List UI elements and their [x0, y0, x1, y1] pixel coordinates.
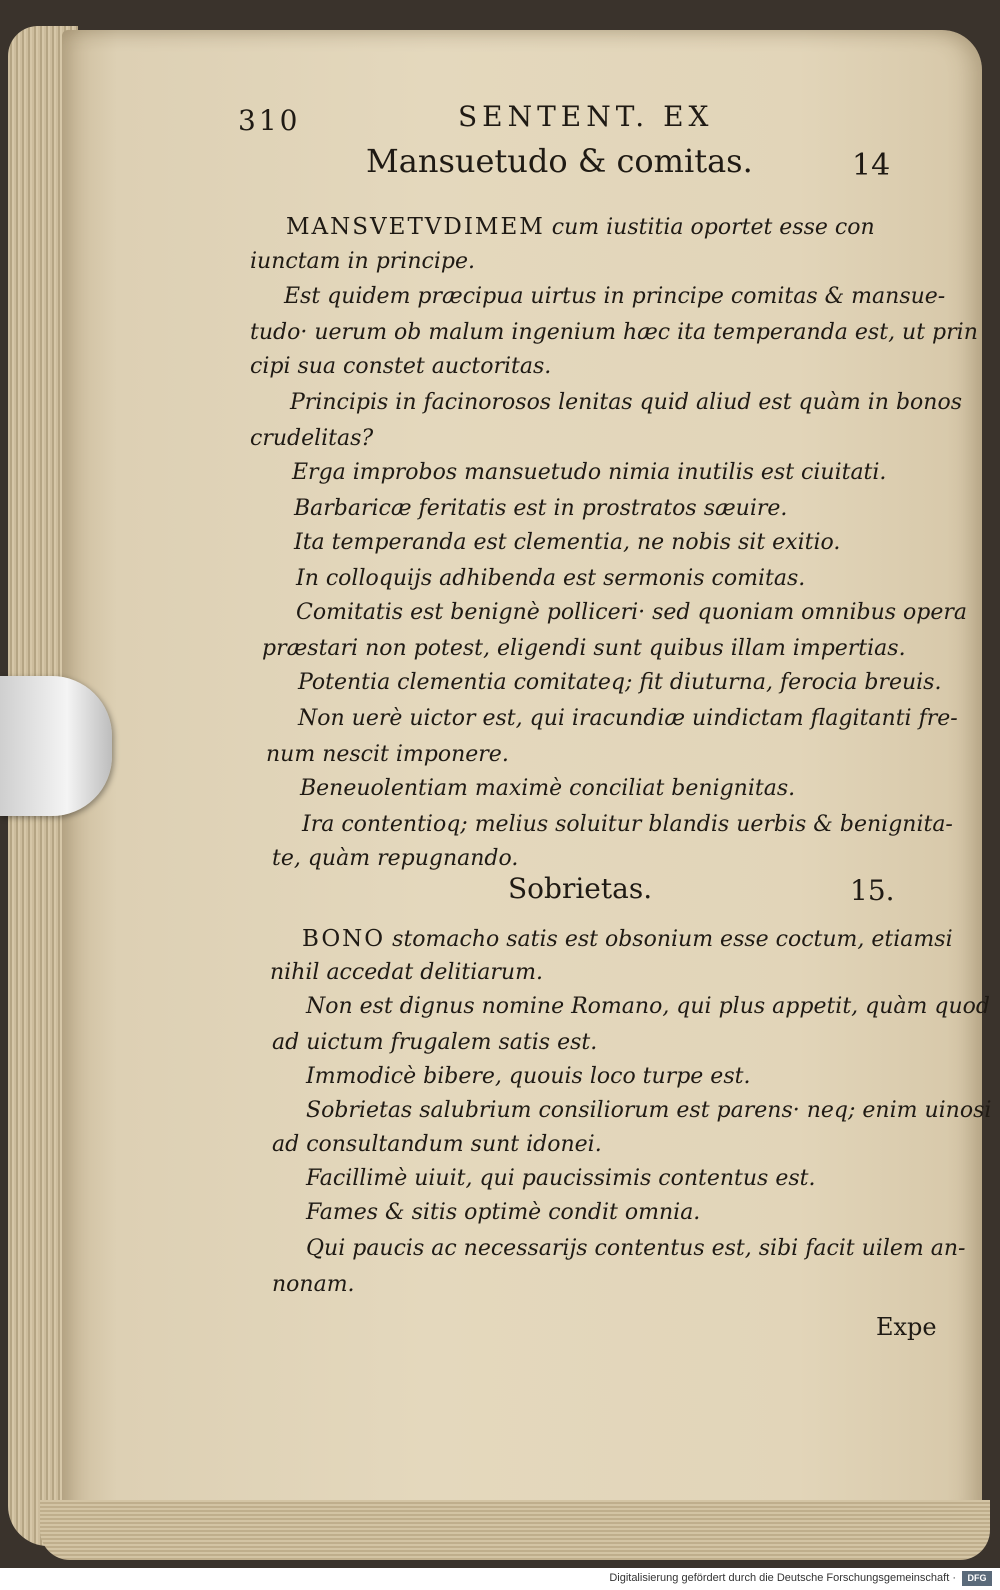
text-line: In colloquijs adhibenda est sermonis comitas.: [296, 566, 806, 591]
text-line: præstari non potest, eligendi sunt quibus illam impertias.: [262, 636, 906, 661]
section-title-sobrietas: Sobrietas.: [508, 872, 653, 905]
text-line: Principis in facinorosos lenitas quid aliud est quàm in bonos: [290, 390, 962, 415]
text-line: Ita temperanda est clementia, ne nobis sit exitio.: [294, 530, 841, 555]
section-number-15: 15.: [850, 874, 895, 907]
text-line: te, quàm repugnando.: [272, 846, 519, 871]
catchword: Expe: [876, 1313, 937, 1341]
dfg-logo: DFG: [962, 1571, 992, 1586]
text-line: Potentia clementia comitateq; fit diuturna, ferocia breuis.: [298, 670, 942, 695]
footer-credit: Digitalisierung gefördert durch die Deutsche Forschungsgemeinschaft ·: [609, 1572, 956, 1584]
text-line: crudelitas?: [250, 426, 374, 451]
text-line: Immodicè bibere, quouis loco turpe est.: [306, 1064, 751, 1089]
digitization-footer: [0, 1568, 1000, 1590]
text-line: Sobrietas salubrium consiliorum est parens· neq; enim uinosi: [306, 1098, 992, 1123]
running-title: SENTENT. EX: [458, 100, 714, 133]
text-line: Facillimè uiuit, qui paucissimis contentus est.: [306, 1166, 816, 1191]
text-line: ad uictum frugalem satis est.: [272, 1030, 598, 1055]
text-line: Fames & sitis optimè condit omnia.: [306, 1200, 701, 1225]
text-line: Non est dignus nomine Romano, qui plus appetit, quàm quod: [306, 994, 990, 1019]
text-line: cipi sua constet auctoritas.: [250, 354, 552, 379]
text-line: ad consultandum sunt idonei.: [272, 1132, 602, 1157]
page-number: 310: [238, 104, 301, 137]
section-title-mansuetudo: Mansuetudo & comitas.: [366, 142, 753, 180]
text-line: Non uerè uictor est, qui iracundiæ uindictam flagitanti fre-: [298, 706, 958, 731]
text-line: Ira contentioq; melius soluitur blandis uerbis & benignita-: [302, 812, 953, 837]
text-line: Beneuolentiam maximè conciliat benignitas.: [300, 776, 796, 801]
text-line: Barbaricæ feritatis est in prostratos sæuire.: [294, 496, 788, 521]
page-bottom-edge: [40, 1500, 990, 1560]
page-clip: [0, 676, 112, 816]
text-line: nonam.: [272, 1272, 355, 1297]
text-line: BONO stomacho satis est obsonium esse coctum, etiamsi: [302, 926, 953, 952]
text-line: Est quidem præcipua uirtus in principe comitas & mansue-: [284, 284, 946, 309]
text-line: num nescit imponere.: [266, 742, 509, 767]
text-line: tudo· uerum ob malum ingenium hæc ita temperanda est, ut prin: [250, 320, 978, 345]
section-number-14: 14: [852, 148, 891, 183]
text-line: iunctam in principe.: [250, 249, 475, 274]
text-line: Erga improbos mansuetudo nimia inutilis est ciuitati.: [292, 460, 887, 485]
text-line: nihil accedat delitiarum.: [270, 960, 543, 985]
text-line: MANSVETVDIMEM cum iustitia oportet esse con: [286, 214, 875, 240]
text-line: Comitatis est benignè polliceri· sed quoniam omnibus opera: [296, 600, 968, 625]
text-line: Qui paucis ac necessarijs contentus est, sibi facit uilem an-: [306, 1236, 966, 1261]
